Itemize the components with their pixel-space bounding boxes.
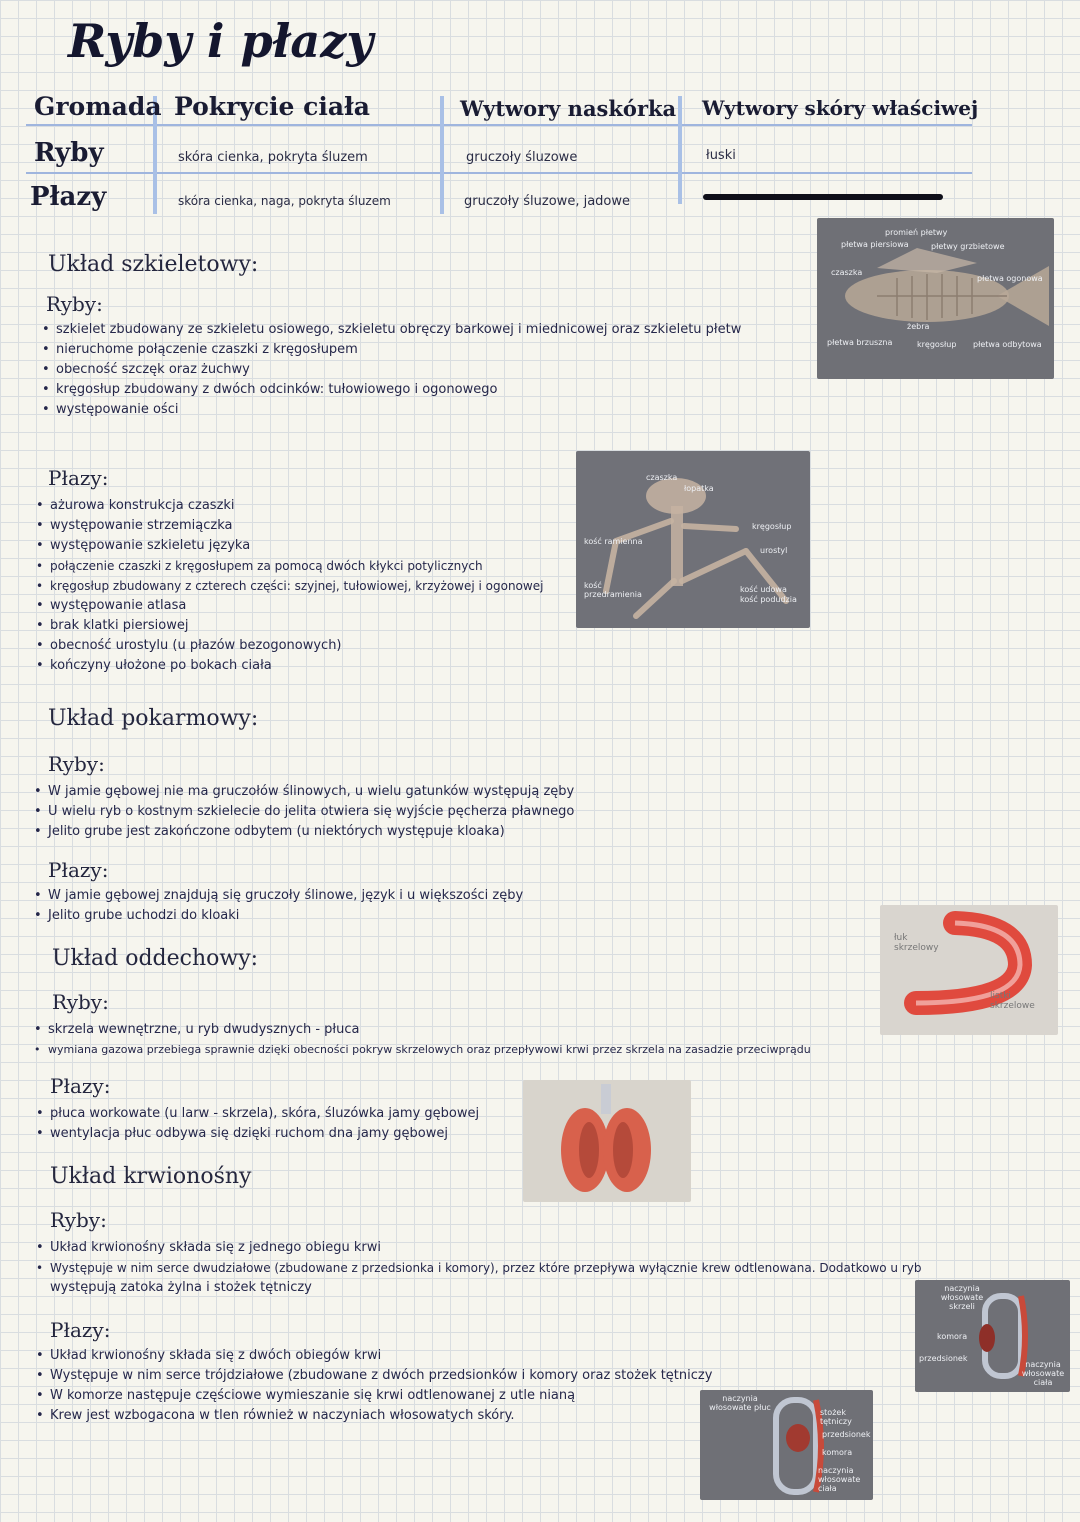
frog-circ-label: naczynia włosowate ciała: [818, 1466, 861, 1493]
list-item: • połączenie czaszki z kręgosłupem za pomocą dwóch kłykci potylicznych: [36, 556, 543, 576]
list-item: • występowanie atlasa: [36, 596, 543, 616]
frog-circ-label: komora: [822, 1448, 853, 1457]
list-ryby-respiratory: [34, 1020, 811, 1060]
gill-label: listki skrzelowe: [990, 991, 1035, 1011]
fish-label: czaszka: [831, 268, 863, 277]
list-item: • nieruchome połączenie czaszki z kręgosłupem: [42, 340, 826, 360]
fish-label: kręgosłup: [917, 340, 957, 349]
subtitle-ryby-digestive: Ryby:: [48, 752, 105, 776]
fish-circ-label: naczynia włosowate ciała: [1021, 1360, 1065, 1387]
cell-ryby-naskorek: gruczoły śluzowe: [466, 150, 578, 165]
list-item: • Jelito grube uchodzi do kloaki: [34, 906, 523, 926]
cell-plazy-naskorek: gruczoły śluzowe, jadowe: [464, 194, 630, 209]
list-item: • Występuje w nim serce dwudziałowe (zbudowane z przedsionka i komory), przez które przepływa wyłącznie krew odtlenowana. Dodatkowo u ryb: [36, 1258, 922, 1278]
frog-label: kość ramienna: [584, 537, 643, 546]
list-item: • Układ krwionośny składa się z dwóch obiegów krwi: [36, 1346, 712, 1366]
frog-circ-label: przedsionek: [822, 1430, 871, 1439]
list-plazy-digestive: [34, 886, 523, 926]
fish-label: płetwy grzbietowe: [931, 242, 1005, 251]
frog-label: czaszka: [646, 473, 678, 482]
frog-label: łopatka: [684, 484, 714, 493]
section-title-circulatory: Układ krwionośny: [50, 1164, 252, 1189]
list-item: • Układ krwionośny składa się z jednego obiegu krwi: [36, 1238, 922, 1258]
list-item: • wymiana gazowa przebiega sprawnie dzięki obecności pokryw skrzelowych oraz przepływowi krwi przez skrzela na zasadzie przeciwprądu: [34, 1040, 811, 1060]
section-title-respiratory: Układ oddechowy:: [52, 946, 259, 971]
list-ryby-circulatory: [36, 1238, 922, 1298]
fish-label: żebra: [907, 322, 930, 331]
fish-label: promień płetwy: [885, 228, 948, 237]
subtitle-ryby-respiratory: Ryby:: [52, 990, 109, 1014]
list-item: • W jamie gębowej nie ma gruczołów ślinowych, u wielu gatunków występują zęby: [34, 782, 574, 802]
lungs-image: [523, 1080, 691, 1202]
cell-ryby-pokrycie: skóra cienka, pokryta śluzem: [178, 150, 368, 165]
section-title-digestive: Układ pokarmowy:: [48, 706, 259, 731]
list-item: • ażurowa konstrukcja czaszki: [36, 496, 543, 516]
table-header-divider: [26, 124, 972, 126]
list-item: • Jelito grube jest zakończone odbytem (u niektórych występuje kloaka): [34, 822, 574, 842]
subtitle-plazy-skeletal: Płazy:: [48, 466, 109, 490]
page-title: Ryby i płazy: [68, 14, 374, 68]
list-item: • obecność urostylu (u płazów bezogonowych): [36, 636, 543, 656]
header-pokrycie-ciala: Pokrycie ciała: [174, 92, 370, 121]
cell-ryby-skora: łuski: [706, 148, 736, 163]
row-label-plazy: Płazy: [30, 182, 107, 212]
table-column-divider: [678, 96, 682, 204]
table-row-divider: [26, 172, 972, 174]
list-item: • Występuje w nim serce trójdziałowe (zbudowane z dwóch przedsionków i komory oraz stożek tętniczy: [36, 1366, 712, 1386]
list-ryby-digestive: [34, 782, 574, 842]
header-gromada: Gromada: [34, 92, 162, 121]
subtitle-ryby-circulatory: Ryby:: [50, 1208, 107, 1232]
subtitle-plazy-digestive: Płazy:: [48, 858, 109, 882]
frog-label: kość udowa: [740, 585, 787, 594]
list-item: • kręgosłup zbudowany z czterech części: szyjnej, tułowiowej, krzyżowej i ogonowej: [36, 576, 543, 596]
fish-label: płetwa odbytowa: [973, 340, 1042, 349]
list-plazy-respiratory: [36, 1104, 479, 1144]
fish-circ-label: przedsionek: [919, 1354, 968, 1363]
subtitle-plazy-circulatory: Płazy:: [50, 1318, 111, 1342]
lungs-drawing: [523, 1080, 691, 1202]
fish-circ-label: komora: [937, 1332, 968, 1341]
frog-label: kość podudzia: [740, 595, 797, 604]
header-wytwory-skory: Wytwory skóry właściwej: [702, 96, 979, 120]
list-item: • U wielu ryb o kostnym szkielecie do jelita otwiera się wyjście pęcherza pławnego: [34, 802, 574, 822]
cell-plazy-pokrycie: skóra cienka, naga, pokryta śluzem: [178, 194, 391, 208]
fish-label: płetwa piersiowa: [841, 240, 909, 249]
fish-skeleton-image: [817, 218, 1054, 379]
list-plazy-skeletal: [36, 496, 543, 676]
list-item: • kończyny ułożone po bokach ciała: [36, 656, 543, 676]
frog-label: urostyl: [760, 546, 788, 555]
gill-drawing: [880, 905, 1058, 1035]
list-item: • wentylacja płuc odbywa się dzięki ruchom dna jamy gębowej: [36, 1124, 479, 1144]
list-item: • występowanie szkieletu języka: [36, 536, 543, 556]
list-item: • kręgosłup zbudowany z dwóch odcinków: tułowiowego i ogonowego: [42, 380, 826, 400]
fish-label: płetwa brzuszna: [827, 338, 893, 347]
list-plazy-circulatory: [36, 1346, 712, 1426]
header-wytwory-naskorka: Wytwory naskórka: [460, 96, 677, 121]
list-item: • W komorze następuje częściowe wymieszanie się krwi odtlenowanej z utle nianą: [36, 1386, 712, 1406]
list-item: występują zatoka żylna i stożek tętniczy: [50, 1280, 312, 1295]
frog-circulation-image: [700, 1390, 873, 1500]
list-item: • Krew jest wzbogacona w tlen również w naczyniach włosowatych skóry.: [36, 1406, 712, 1426]
list-item: • występowanie strzemiączka: [36, 516, 543, 536]
fish-label: płetwa ogonowa: [977, 274, 1043, 283]
fish-circulation-image: [915, 1280, 1070, 1392]
fish-circ-label: naczynia włosowate skrzeli: [940, 1284, 984, 1311]
section-title-skeletal: Układ szkieletowy:: [48, 252, 259, 277]
subtitle-plazy-respiratory: Płazy:: [50, 1074, 111, 1098]
list-ryby-skeletal: [42, 320, 826, 420]
list-item: • płuca workowate (u larw - skrzela), skóra, śluzówka jamy gębowej: [36, 1104, 479, 1124]
row-label-ryby: Ryby: [34, 138, 104, 168]
subtitle-ryby-skeletal: Ryby:: [46, 292, 103, 316]
list-item: • obecność szczęk oraz żuchwy: [42, 360, 826, 380]
frog-circ-label: stożek tętniczy: [820, 1408, 852, 1426]
list-item: • W jamie gębowej znajdują się gruczoły ślinowe, język i u większości zęby: [34, 886, 523, 906]
list-item: • szkielet zbudowany ze szkieletu osiowego, szkieletu obręczy barkowej i miednicowej oraz szkieletu płetw: [42, 320, 826, 340]
gill-label: łuk skrzelowy: [894, 933, 939, 953]
cell-plazy-skora-dash: [703, 194, 943, 200]
gill-image: [880, 905, 1058, 1035]
frog-label: kręgosłup: [752, 522, 792, 531]
list-item: • występowanie ości: [42, 400, 826, 420]
frog-skeleton-image: [576, 451, 810, 628]
frog-label: kość przedramienia: [584, 581, 642, 599]
list-item: • brak klatki piersiowej: [36, 616, 543, 636]
table-column-divider: [440, 96, 444, 214]
list-item: • skrzela wewnętrzne, u ryb dwudysznych - płuca: [34, 1020, 811, 1040]
frog-circ-label: naczynia włosowate płuc: [709, 1394, 771, 1412]
